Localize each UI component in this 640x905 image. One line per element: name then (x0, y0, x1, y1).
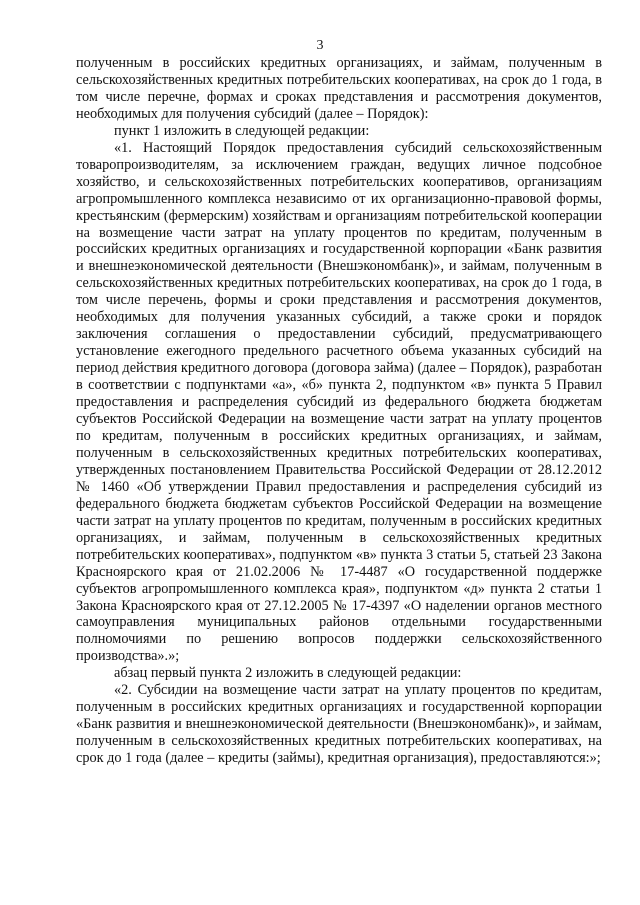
document-body (76, 55, 602, 767)
paragraph-amendment-point-1-intro: пункт 1 изложить в следующей редакции: (114, 122, 370, 139)
paragraph-point-2-text: «2. Субсидии на возмещение части затрат на уплату процентов по кредитам, полученным в российских кредитных организациях и государственной корпорации «Банк развития и внешнеэкономической деятельности (Внешэкономбанк)», и займам, полученным в сельскохозяйственных кредитных потребительских кооперативах, на срок до 1 года (далее – кредиты (займы), кредитная организация), предоставляются:»; (76, 682, 602, 767)
paragraph-continuation: полученным в российских кредитных организациях, и займам, полученным в сельскохозяйственных кредитных потребительских кооперативах, на срок до 1 года, в том числе перечне, формах и сроках представления и рассмотрения документов, необходимых для получения субсидий (далее – Порядок): (76, 55, 602, 122)
page-number: 3 (316, 38, 324, 53)
paragraph-amendment-point-2-intro: абзац первый пункта 2 изложить в следующей редакции: (114, 665, 462, 682)
paragraph-point-1-text: «1. Настоящий Порядок предоставления субсидий сельскохозяйственным товаропроизводителям, за исключением граждан, ведущих личное подсобное хозяйство, и сельскохозяйственных потребительских кооперативов, организациям агропромышленного комплекса независимо от их организационно-правовой формы, крестьянским (фермерским) хозяйствам и организациям потребительской кооперации на возмещение части затрат на уплату процентов по кредитам, полученным в российских кредитных организациях и государственной корпорации «Банк развития и внешнеэкономической деятельности (Внешэкономбанк)», и займам, полученным в сельскохозяйственных кредитных потребительских кооперативах, на срок до 1 года, в том числе перечень, формы и сроки представления и рассмотрения документов, необходимых для получения указанных субсидий, а также сроки и порядок заключения соглашения о предоставлении субсидий, предусматривающего установление ежегодного предельного расчетного объема указанных субсидий на период действия кредитного договора (договора займа) (далее – Порядок), разработан в соответствии с подпунктами «а», «б» пункта 2, подпунктом «в» пункта 5 Правил предоставления и распределения субсидий из федерального бюджета бюджетам субъектов Российской Федерации на возмещение части затрат на уплату процентов по кредитам, полученным в российских кредитных организациях, и займам, полученным в сельскохозяйственных кредитных потребительских кооперативах, утвержденных постановлением Правительства Российской Федерации от 28.12.2012 № 1460 «Об утверждении Правил предоставления и распределения субсидий из федерального бюджета бюджетам субъектов Российской Федерации на возмещение части затрат на уплату процентов по кредитам, полученным в российских кредитных организациях, и займам, полученным в сельскохозяйственных кредитных потребительских кооперативах», подпунктом «в» пункта 3 статьи 5, статьей 23 Закона Красноярского края от 21.02.2006 № 17-4487 «О государственной поддержке субъектов агропромышленного комплекса края», подпунктом «д» пункта 2 статьи 1 Закона Красноярского края от 27.12.2005 № 17-4397 «О наделении органов местного самоуправления муниципальных районов отдельными государственными полномочиями по решению вопросов поддержки сельскохозяйственного производства».»; (76, 139, 602, 665)
